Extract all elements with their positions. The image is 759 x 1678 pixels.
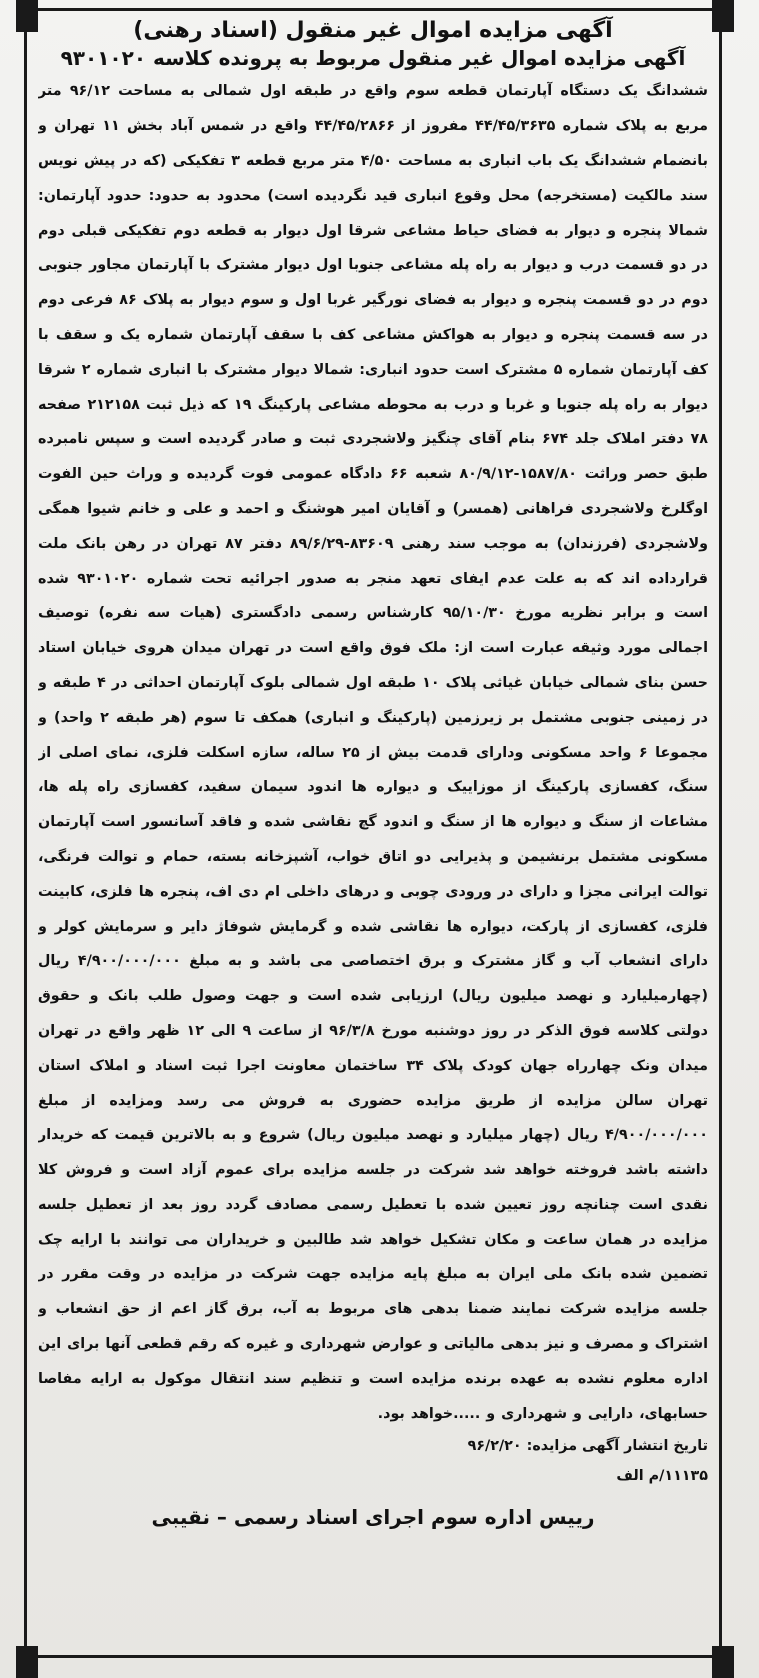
notice-content <box>38 14 708 1644</box>
signature-line: رییس اداره سوم اجرای اسناد رسمی – نقیبی <box>151 1505 595 1530</box>
border-corner-bottom-right <box>712 1646 734 1678</box>
border-corner-top-right <box>712 0 734 32</box>
notice-subtitle: آگهی مزایده اموال غیر منقول مربوط به پرونده کلاسه ۹۳۰۱۰۲۰ <box>60 46 686 71</box>
notice-title: آگهی مزایده اموال غیر منقول (اسناد رهنی) <box>133 18 613 43</box>
publish-date: تاریخ انتشار آگهی مزایده: ۹۶/۲/۲۰ <box>467 1438 708 1455</box>
border-corner-bottom-left <box>16 1646 38 1678</box>
reference-code: ۱۱۱۳۵/م الف <box>616 1468 708 1485</box>
notice-body: ششدانگ یک دستگاه آپارتمان قطعه سوم واقع در طبقه اول شمالی به مساحت ۹۶/۱۲ متر مربع به پلاک شماره ۴۴/۴۵/۳۶۳۵ مفروز از ۴۴/۴۵/۲۸۶۶ واقع در شمس آباد بخش ۱۱ تهران و بانضمام ششدانگ یک باب انباری به مساحت ۴/۵۰ متر مربع قطعه ۳ تفکیکی (که در پیش نویس سند مالکیت (مستخرجه) محل وقوع انباری قید نگردیده است) محدود به حدود: حدود آپارتمان: شمالا پنجره و دیوار به فضای حیاط مشاعی شرقا اول دیوار به قطعه دوم تفکیکی قبلی دوم در دو قسمت درب و دیوار به راه پله مشاعی جنوبا اول دیوار مشترک با آپارتمان مجاور جنوبی دوم در دو قسمت پنجره و دیوار به فضای نورگیر غربا اول و سوم دیوار به پلاک ۸۶ فرعی دوم در سه قسمت پنجره و دیوار به هواکش مشاعی کف با سقف آپارتمان شماره یک و سقف با کف آپارتمان شماره ۵ مشترک است حدود انباری: شمالا دیوار مشترک با انباری شماره ۲ شرقا دیوار به راه پله جنوبا و غربا و درب به محوطه مشاعی پارکینگ ۱۹ که ذیل ثبت ۲۱۲۱۵۸ صفحه ۷۸ دفتر املاک جلد ۶۷۴ بنام آقای چنگیز ولاشجردی ثبت و صادر گردیده است و سپس نامبرده طبق حصر وراثت ۱۵۸۷/۸۰-۸۰/۹/۱۲ شعبه ۶۶ دادگاه عمومی فوت گردیده و وراث حین الفوت اوگلرخ ولاشجردی فراهانی (همسر) و آقایان امیر هوشنگ و احمد و علی و خانم شیوا همگی ولاشجردی (فرزندان) به موجب سند رهنی ۸۳۶۰۹-۸۹/۶/۲۹ دفتر ۸۷ تهران در رهن بانک ملت قرارداده اند که به علت عدم ایفای تعهد منجر به صدور اجرائیه تحت شماره ۹۳۰۱۰۲۰ شده است و برابر نظریه مورخ ۹۵/۱۰/۳۰ کارشناس رسمی دادگستری (هیات سه نفره) توصیف اجمالی مورد وثیقه عبارت است از: ملک فوق واقع است در تهران میدان هروی خیابان استاد حسن بنای شمالی خیابان غیاثی پلاک ۱۰ طبقه اول شمالی بلوک آپارتمان احداثی در ۴ طبقه و در زمینی جنوبی مشتمل بر زیرزمین (پارکینگ و انباری) همکف تا سوم (هر طبقه ۲ واحد) و مجموعا ۶ واحد مسکونی ودارای قدمت بیش از ۲۵ ساله، سازه اسکلت فلزی، نمای اصلی از سنگ، کفسازی پارکینگ از موزاییک و دیواره ها اندود سیمان سفید، کفسازی راه پله ها، مشاعات از سنگ و دیواره ها از سنگ و اندود گچ نقاشی شده و فاقد آسانسور است آپارتمان مسکونی مشتمل برنشیمن و پذیرایی دو اتاق خواب، آشپزخانه بسته، حمام و توالت فرنگی، توالت ایرانی مجزا و دارای در ورودی چوبی و درهای داخلی ام دی اف، پنجره ها فلزی، کابینت فلزی، کفسازی از پارکت، دیواره ها نقاشی شده و گرمایش شوفاژ دایر و سرمایش کولر و دارای انشعاب آب و گاز مشترک و برق اختصاصی می باشد و به مبلغ ۴/۹۰۰/۰۰۰/۰۰۰ ریال (چهارمیلیارد و نهصد میلیون ریال) ارزیابی شده است و جهت وصول طلب بانک و حقوق دولتی کلاسه فوق الذکر در روز دوشنبه مورخ ۹۶/۳/۸ از ساعت ۹ الی ۱۲ ظهر واقع در تهران میدان ونک چهارراه جهان کودک پلاک ۳۴ ساختمان معاونت اجرا ثبت اسناد و املاک استان تهران سالن مزایده از طریق مزایده حضوری به فروش می رسد ومزایده از مبلغ ۴/۹۰۰/۰۰۰/۰۰۰ ریال (چهار میلیارد و نهصد میلیون ریال) شروع و به بالاترین قیمت که خریدار داشته باشد فروخته خواهد شد شرکت در جلسه مزایده برای عموم آزاد است و فروش کلا نقدی است چنانچه روز تعیین شده با تعطیل رسمی مصادف گردد روز بعد از تعطیل جلسه مزایده در همان ساعت و مکان تشکیل خواهد شد طالبین و خریداران می توانند با ارایه چک تضمین شده بانک ملی ایران به مبلغ پایه مزایده جهت شرکت در مزایده در وقت مقرر در جلسه مزایده شرکت نمایند ضمنا بدهی های مربوط به آب، برق گاز اعم از حق انشعاب و اشتراک و مصرف و نیز بدهی مالیاتی و عوارض شهرداری و غیره که رقم قطعی آنها برای این اداره معلوم نشده به عهده برنده مزایده است و تنظیم سند انتقال موکول به ارایه مفاصا حسابهای، دارایی و شهرداری و .....خواهد بود. <box>38 83 708 1422</box>
border-corner-top-left <box>16 0 38 32</box>
